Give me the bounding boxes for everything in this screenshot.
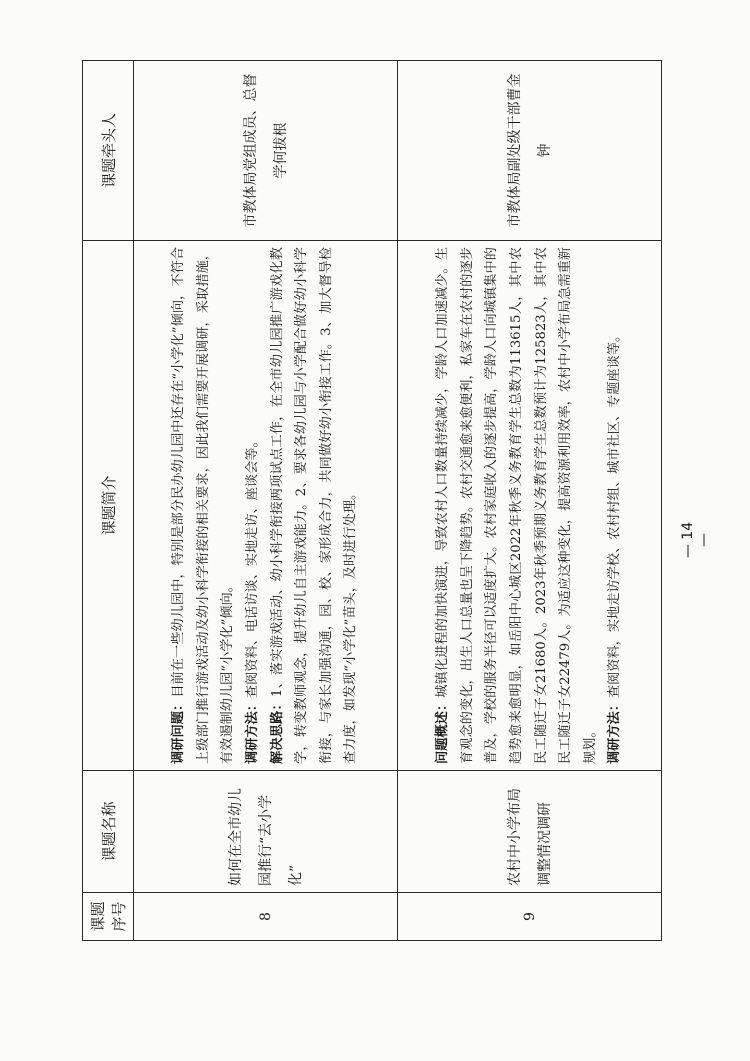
row-seq: 9 xyxy=(398,893,662,941)
field-label: 解决思路： xyxy=(269,697,285,764)
field-text: 城镇化进程的加快演进，导致农村人口数量持续减少，学龄人口加速减少。生育观念的变化，出生人口总量也呈下降趋势。农村交通愈来愈便利，私家车在农村的逐步普及，学校的服务半径可以适度扩大。农村家庭收入的逐步提高，学龄人口向城镇集中的趋势愈来愈明显，如岳阳中心城区2022年秋季义务教育学生总数为113615人，其中农民工随迁子女21680人。2023年秋季预期义务教育学生总数预计为125823人，其中农民工随迁子女22479人。为适应这种变化，提高资源利用效率，农村中小学布局急需重新规划。 xyxy=(435,246,598,764)
row-name: 如何在全市幼儿园推行“去小学化” xyxy=(134,771,398,893)
row-intro xyxy=(398,241,662,771)
rotated-page xyxy=(82,61,662,941)
table-row xyxy=(398,61,662,941)
row-intro xyxy=(134,241,398,771)
field-text: 查阅资料、电话访谈、实地走访、座谈会等。 xyxy=(244,434,260,699)
row-lead: 市教体局副处级干部曹金钟 xyxy=(398,61,662,241)
header-intro: 课题简介 xyxy=(83,241,134,771)
topic-table xyxy=(82,60,662,941)
field-label: 调研问题： xyxy=(171,697,187,764)
row-lead: 市教体局党组成员、总督学何拔根 xyxy=(134,61,398,241)
intro-paragraph xyxy=(603,247,628,764)
intro-paragraph xyxy=(241,247,266,764)
field-text: 目前在一些幼儿园中，特别是部分民办幼儿园中还存在“小学化”倾向，不符合上级部门推行游戏活动及幼小科学衔接的相关要求，因此我们需要开展调研，采取措施，有效遏制幼儿园“小学化”倾向。 xyxy=(171,246,236,764)
header-lead: 课题牵头人 xyxy=(83,61,134,241)
field-text: 查阅资料，实地走访学校、农村村组、城市社区、专题座谈等。 xyxy=(607,328,623,699)
field-label: 问题概述： xyxy=(435,697,451,764)
intro-paragraph xyxy=(266,247,364,764)
page-number: — 14 — xyxy=(680,521,712,559)
row-seq: 8 xyxy=(134,893,398,941)
field-label: 调研方法： xyxy=(244,698,260,764)
table-row xyxy=(134,61,398,941)
header-name: 课题名称 xyxy=(83,771,134,893)
intro-paragraph xyxy=(167,247,241,764)
table-header-row xyxy=(83,61,134,941)
field-text: 1、落实游戏活动、幼小科学衔接两项试点工作，在全市幼儿园推广游戏化教学，转变教师观念，提升幼儿自主游戏能力。2、要求各幼儿园与小学配合做好幼小科学衔接，与家长加强沟通，园、校、家形成合力，共同做好幼小衔接工作。3、加大督导检查力度，如发现“小学化”苗头，及时进行处理。 xyxy=(269,247,359,764)
header-seq: 课题序号 xyxy=(83,893,134,941)
row-name: 农村中小学布局调整情况调研 xyxy=(398,771,662,893)
intro-paragraph xyxy=(431,247,603,764)
field-label: 调研方法： xyxy=(607,698,623,764)
